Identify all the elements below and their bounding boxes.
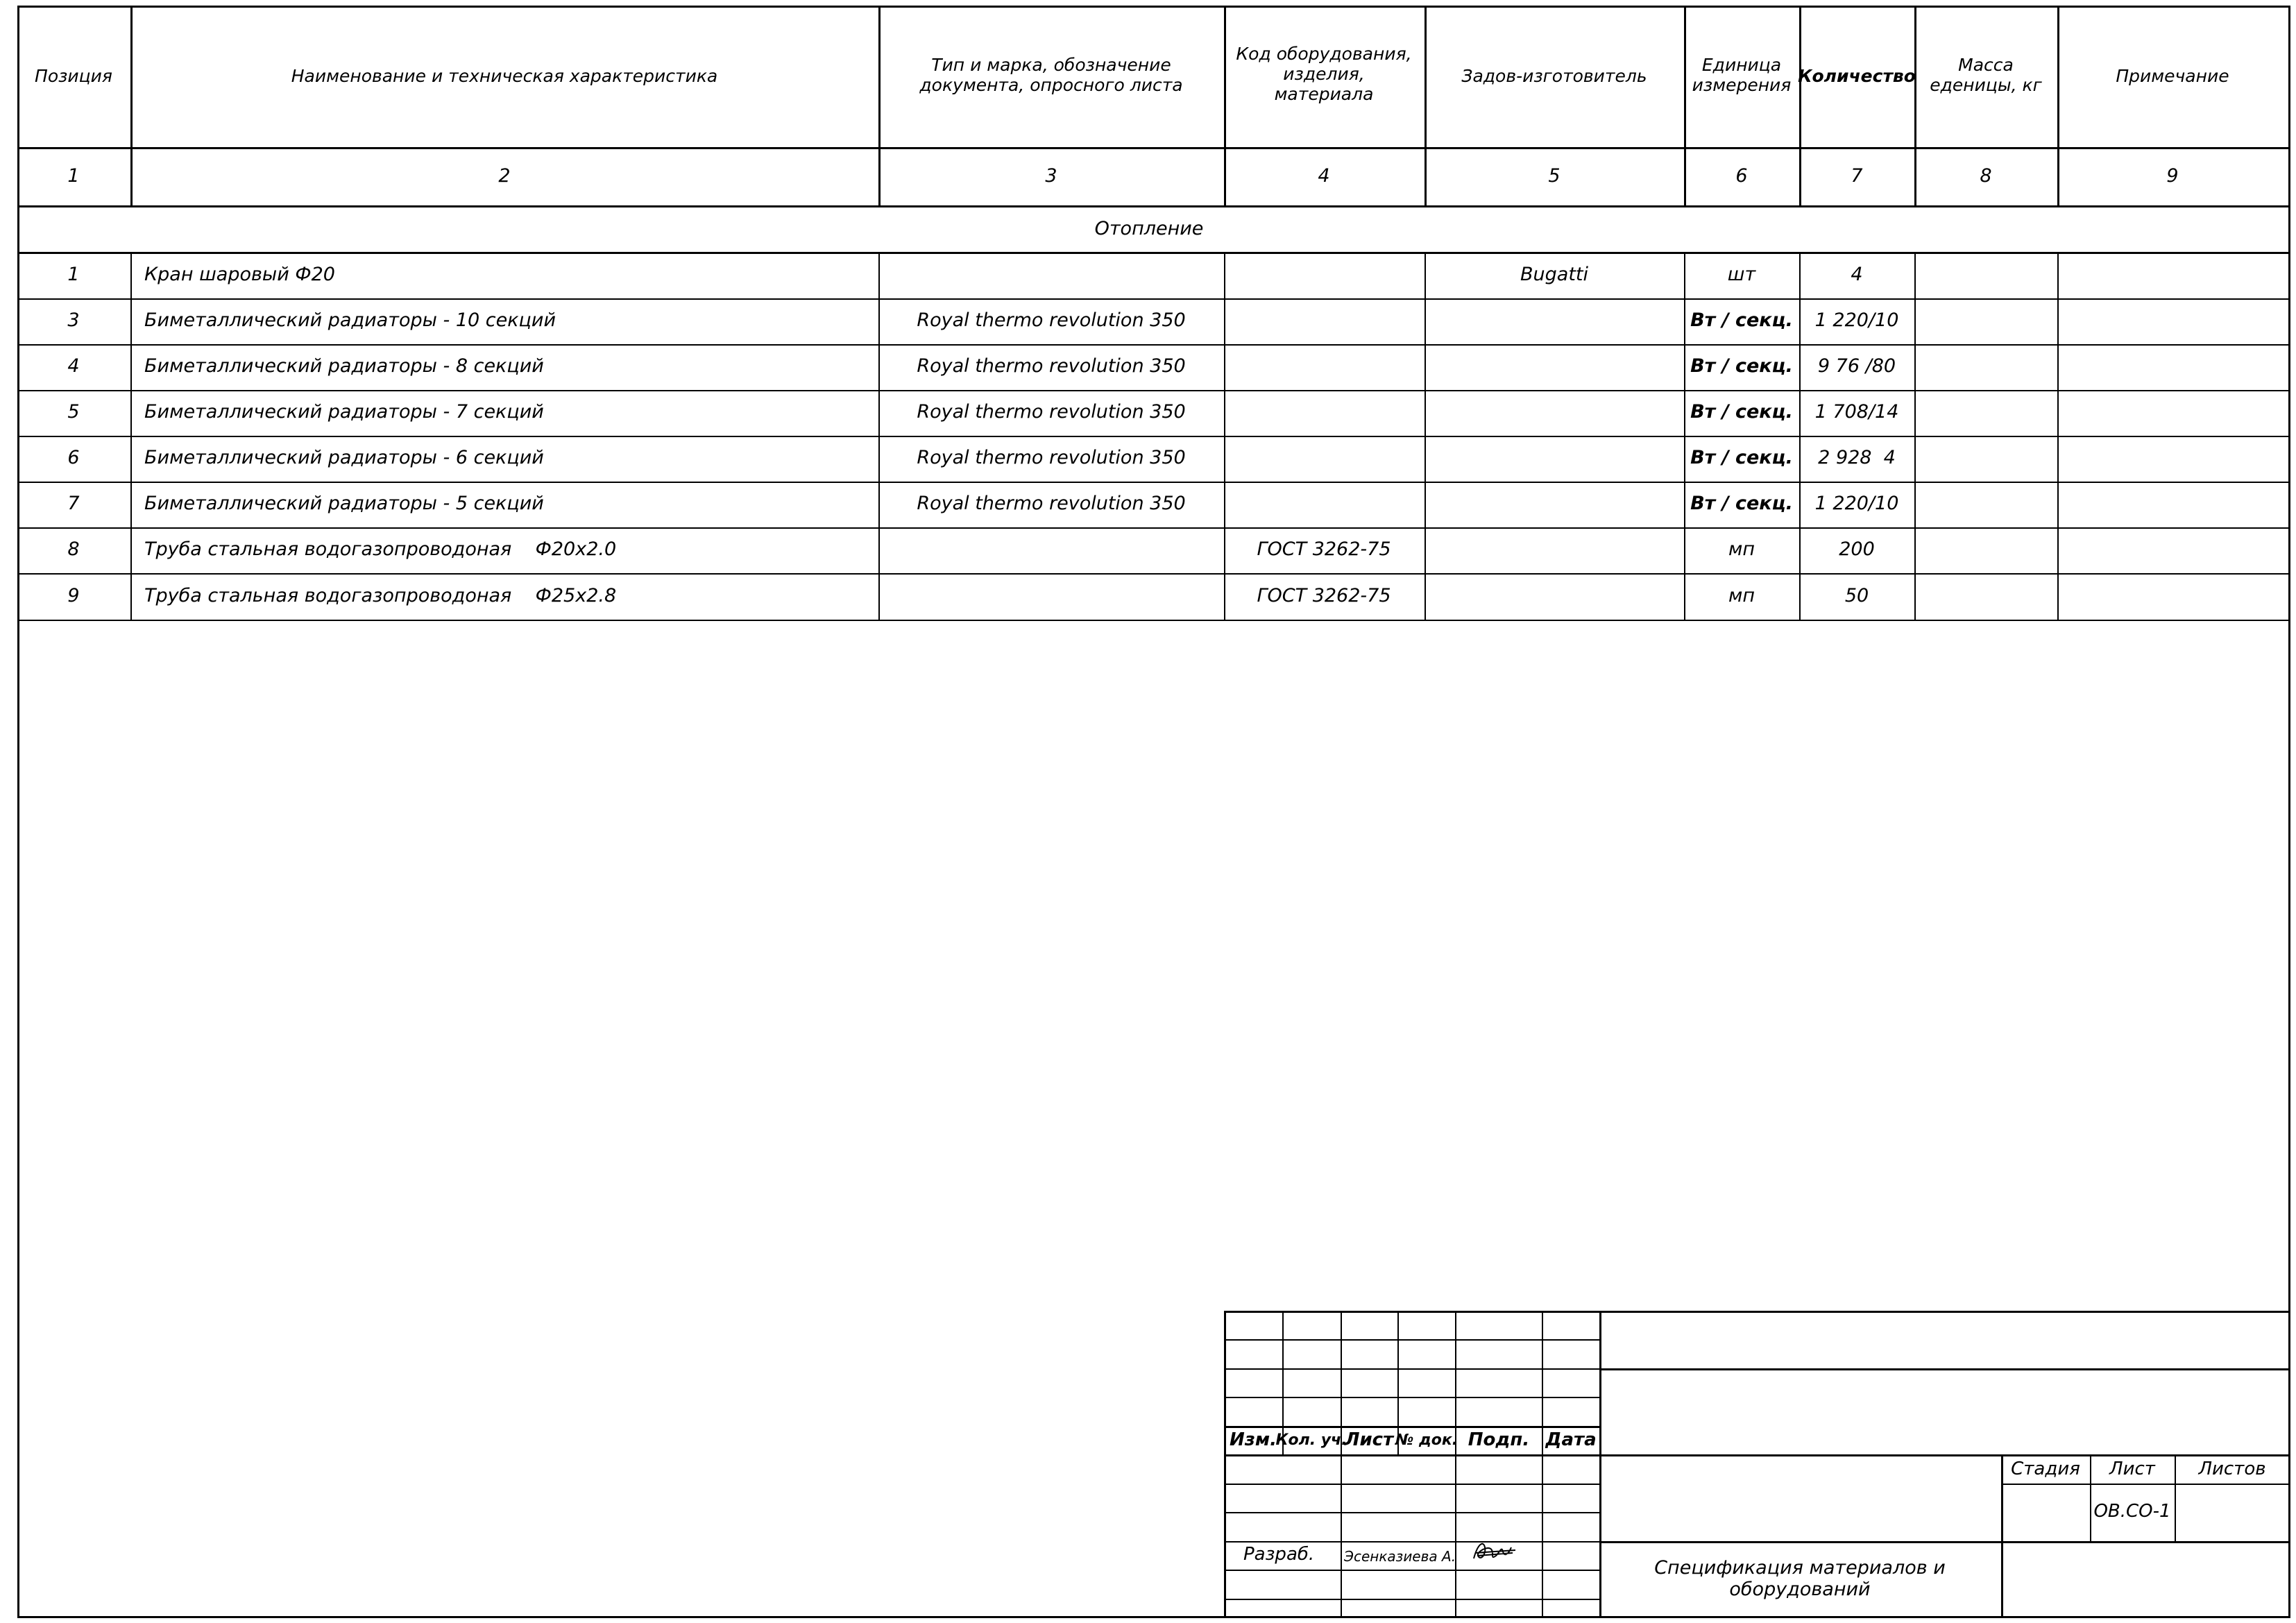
row-name: Труба стальная водогазопроводоная Ф25x2.8 (144, 585, 617, 606)
column-number: 8 (1980, 165, 1992, 187)
column-line (878, 6, 881, 207)
header-unit: Единица измерения (1692, 55, 1792, 95)
stamp-header-change: Изм. (1230, 1429, 1277, 1450)
stamp-row-line (1224, 1599, 1599, 1600)
stamp-header-signature: Подп. (1468, 1429, 1530, 1450)
column-line (1914, 6, 1916, 207)
row-quantity: 1 220/10 (1814, 493, 1899, 514)
stamp-left (1224, 1311, 1226, 1618)
sheet-header: Лист (2109, 1459, 2155, 1479)
row-quantity: 1 220/10 (1814, 309, 1899, 331)
row-name: Кран шаровый Ф20 (144, 264, 335, 285)
column-line (1914, 252, 1916, 621)
stamp-right-line (2001, 1484, 2290, 1485)
row-name: Биметаллический радиаторы - 7 секций (144, 401, 544, 423)
row-type: Royal thermo revolution 350 (917, 355, 1186, 377)
row-quantity: 4 (1851, 264, 1863, 285)
sheet-value: ОВ.СО-1 (2093, 1501, 2171, 1522)
column-line (1684, 6, 1686, 207)
stamp-header-sheet: Лист (1344, 1429, 1394, 1450)
row-position: 8 (67, 538, 80, 560)
stamp-row-line (1224, 1512, 1599, 1513)
row-type: Royal thermo revolution 350 (917, 493, 1186, 514)
header-quantity: Количество (1798, 66, 1916, 86)
column-line (1684, 252, 1685, 621)
column-number: 2 (498, 165, 511, 187)
row-line (17, 390, 2290, 391)
stamp-header-doc-number: № док. (1395, 1431, 1459, 1449)
developed-label: Разраб. (1243, 1544, 1315, 1565)
stamp-right-line (2001, 1454, 2003, 1618)
column-line (130, 252, 132, 621)
stage-header: Стадия (2011, 1459, 2080, 1479)
column-number: 9 (2166, 165, 2179, 187)
column-line (878, 252, 880, 621)
row-line (17, 527, 2290, 529)
header-code: Код оборудования, изделия, материала (1236, 44, 1412, 104)
header-divider (17, 147, 2290, 149)
sheets-header: Листов (2198, 1459, 2266, 1479)
column-line (2057, 6, 2059, 207)
row-line (17, 573, 2290, 575)
header-maker: Задов-изготовитель (1461, 66, 1647, 86)
column-number: 1 (67, 165, 80, 187)
stamp-row-line (1224, 1454, 1599, 1456)
stamp-header-date: Дата (1545, 1429, 1597, 1450)
row-line (17, 436, 2290, 437)
stamp-column-line (1599, 1311, 1601, 1618)
row-code: ГОСТ 3262-75 (1257, 538, 1391, 560)
row-position: 5 (67, 401, 80, 423)
row-unit: шт (1727, 264, 1756, 285)
row-position: 1 (67, 264, 80, 285)
column-number: 6 (1735, 165, 1748, 187)
stamp-right-line (2175, 1454, 2176, 1541)
row-type: Royal thermo revolution 350 (917, 401, 1186, 423)
header-type: Тип и марка, обозначение документа, опросного листа (919, 55, 1183, 95)
developer-name: Эсенказиева А. (1344, 1548, 1456, 1565)
stamp-row-line (1224, 1541, 1599, 1543)
row-quantity: 1 708/14 (1814, 401, 1899, 423)
row-quantity: 2 928 4 (1818, 447, 1896, 468)
row-name: Биметаллический радиаторы - 10 секций (144, 309, 556, 331)
row-unit: Вт / секц. (1690, 309, 1793, 331)
row-position: 4 (67, 355, 80, 377)
row-position: 3 (67, 309, 80, 331)
header-mass: Масса еденицы, кг (1930, 55, 2042, 95)
signature-mark (1471, 1538, 1520, 1565)
column-line (1224, 252, 1225, 621)
row-name: Биметаллический радиаторы - 6 секций (144, 447, 544, 468)
row-line (17, 344, 2290, 346)
row-type: Royal thermo revolution 350 (917, 447, 1186, 468)
row-maker: Bugatti (1520, 264, 1588, 285)
column-line (130, 6, 133, 207)
column-number: 4 (1318, 165, 1330, 187)
border-bottom (17, 1616, 2290, 1618)
stamp-right-line (1599, 1368, 2290, 1370)
column-line (1425, 6, 1427, 207)
stamp-row-line (1224, 1570, 1599, 1571)
row-position: 7 (67, 493, 80, 514)
row-position: 9 (67, 585, 80, 606)
row-name: Труба стальная водогазопроводоная Ф20x2.0 (144, 538, 617, 560)
row-position: 6 (67, 447, 80, 468)
section-divider (17, 252, 2290, 254)
row-type: Royal thermo revolution 350 (917, 309, 1186, 331)
column-line (2057, 252, 2059, 621)
stamp-right-line (1599, 1454, 2290, 1456)
stamp-row-line (1224, 1339, 1599, 1341)
row-code: ГОСТ 3262-75 (1257, 585, 1391, 606)
column-number: 3 (1045, 165, 1057, 187)
border-top (17, 6, 2290, 8)
stamp-row-line (1224, 1484, 1599, 1485)
stamp-row-line (1224, 1368, 1599, 1370)
row-line (17, 298, 2290, 300)
row-unit: Вт / секц. (1690, 447, 1793, 468)
column-line (1224, 6, 1226, 207)
column-number: 5 (1548, 165, 1561, 187)
header-note: Примечание (2116, 66, 2229, 86)
row-line (17, 482, 2290, 483)
stamp-column-line (1455, 1311, 1456, 1618)
number-row-divider (17, 205, 2290, 207)
row-quantity: 200 (1839, 538, 1875, 560)
section-title: Отопление (1094, 218, 1204, 239)
column-line (1799, 252, 1801, 621)
column-line (1799, 6, 1801, 207)
border-right (2288, 6, 2290, 1618)
stamp-row-line (1224, 1397, 1599, 1398)
row-quantity: 50 (1844, 585, 1869, 606)
row-unit: Вт / секц. (1690, 493, 1793, 514)
border-left (17, 6, 19, 1618)
row-line (17, 620, 2290, 621)
row-name: Биметаллический радиаторы - 8 секций (144, 355, 544, 377)
stamp-header-count: Кол. уч. (1275, 1431, 1347, 1449)
stamp-right-line (2090, 1454, 2091, 1541)
row-unit: мп (1728, 538, 1755, 560)
stamp-right-line (1599, 1541, 2290, 1543)
column-line (1425, 252, 1426, 621)
row-quantity: 9 76 /80 (1817, 355, 1896, 377)
row-unit: Вт / секц. (1690, 355, 1793, 377)
row-name: Биметаллический радиаторы - 5 секций (144, 493, 544, 514)
stamp-column-line (1542, 1311, 1543, 1618)
document-title: Спецификация материалов и оборудований (1654, 1557, 1946, 1601)
column-number: 7 (1851, 165, 1863, 187)
stamp-row-line (1224, 1426, 1599, 1428)
row-unit: Вт / секц. (1690, 401, 1793, 423)
header-name: Наименование и техническая характеристика (291, 66, 718, 86)
row-unit: мп (1728, 585, 1755, 606)
header-position: Позиция (35, 66, 112, 86)
stamp-column-line (1341, 1311, 1342, 1618)
stamp-top (1224, 1311, 2290, 1313)
